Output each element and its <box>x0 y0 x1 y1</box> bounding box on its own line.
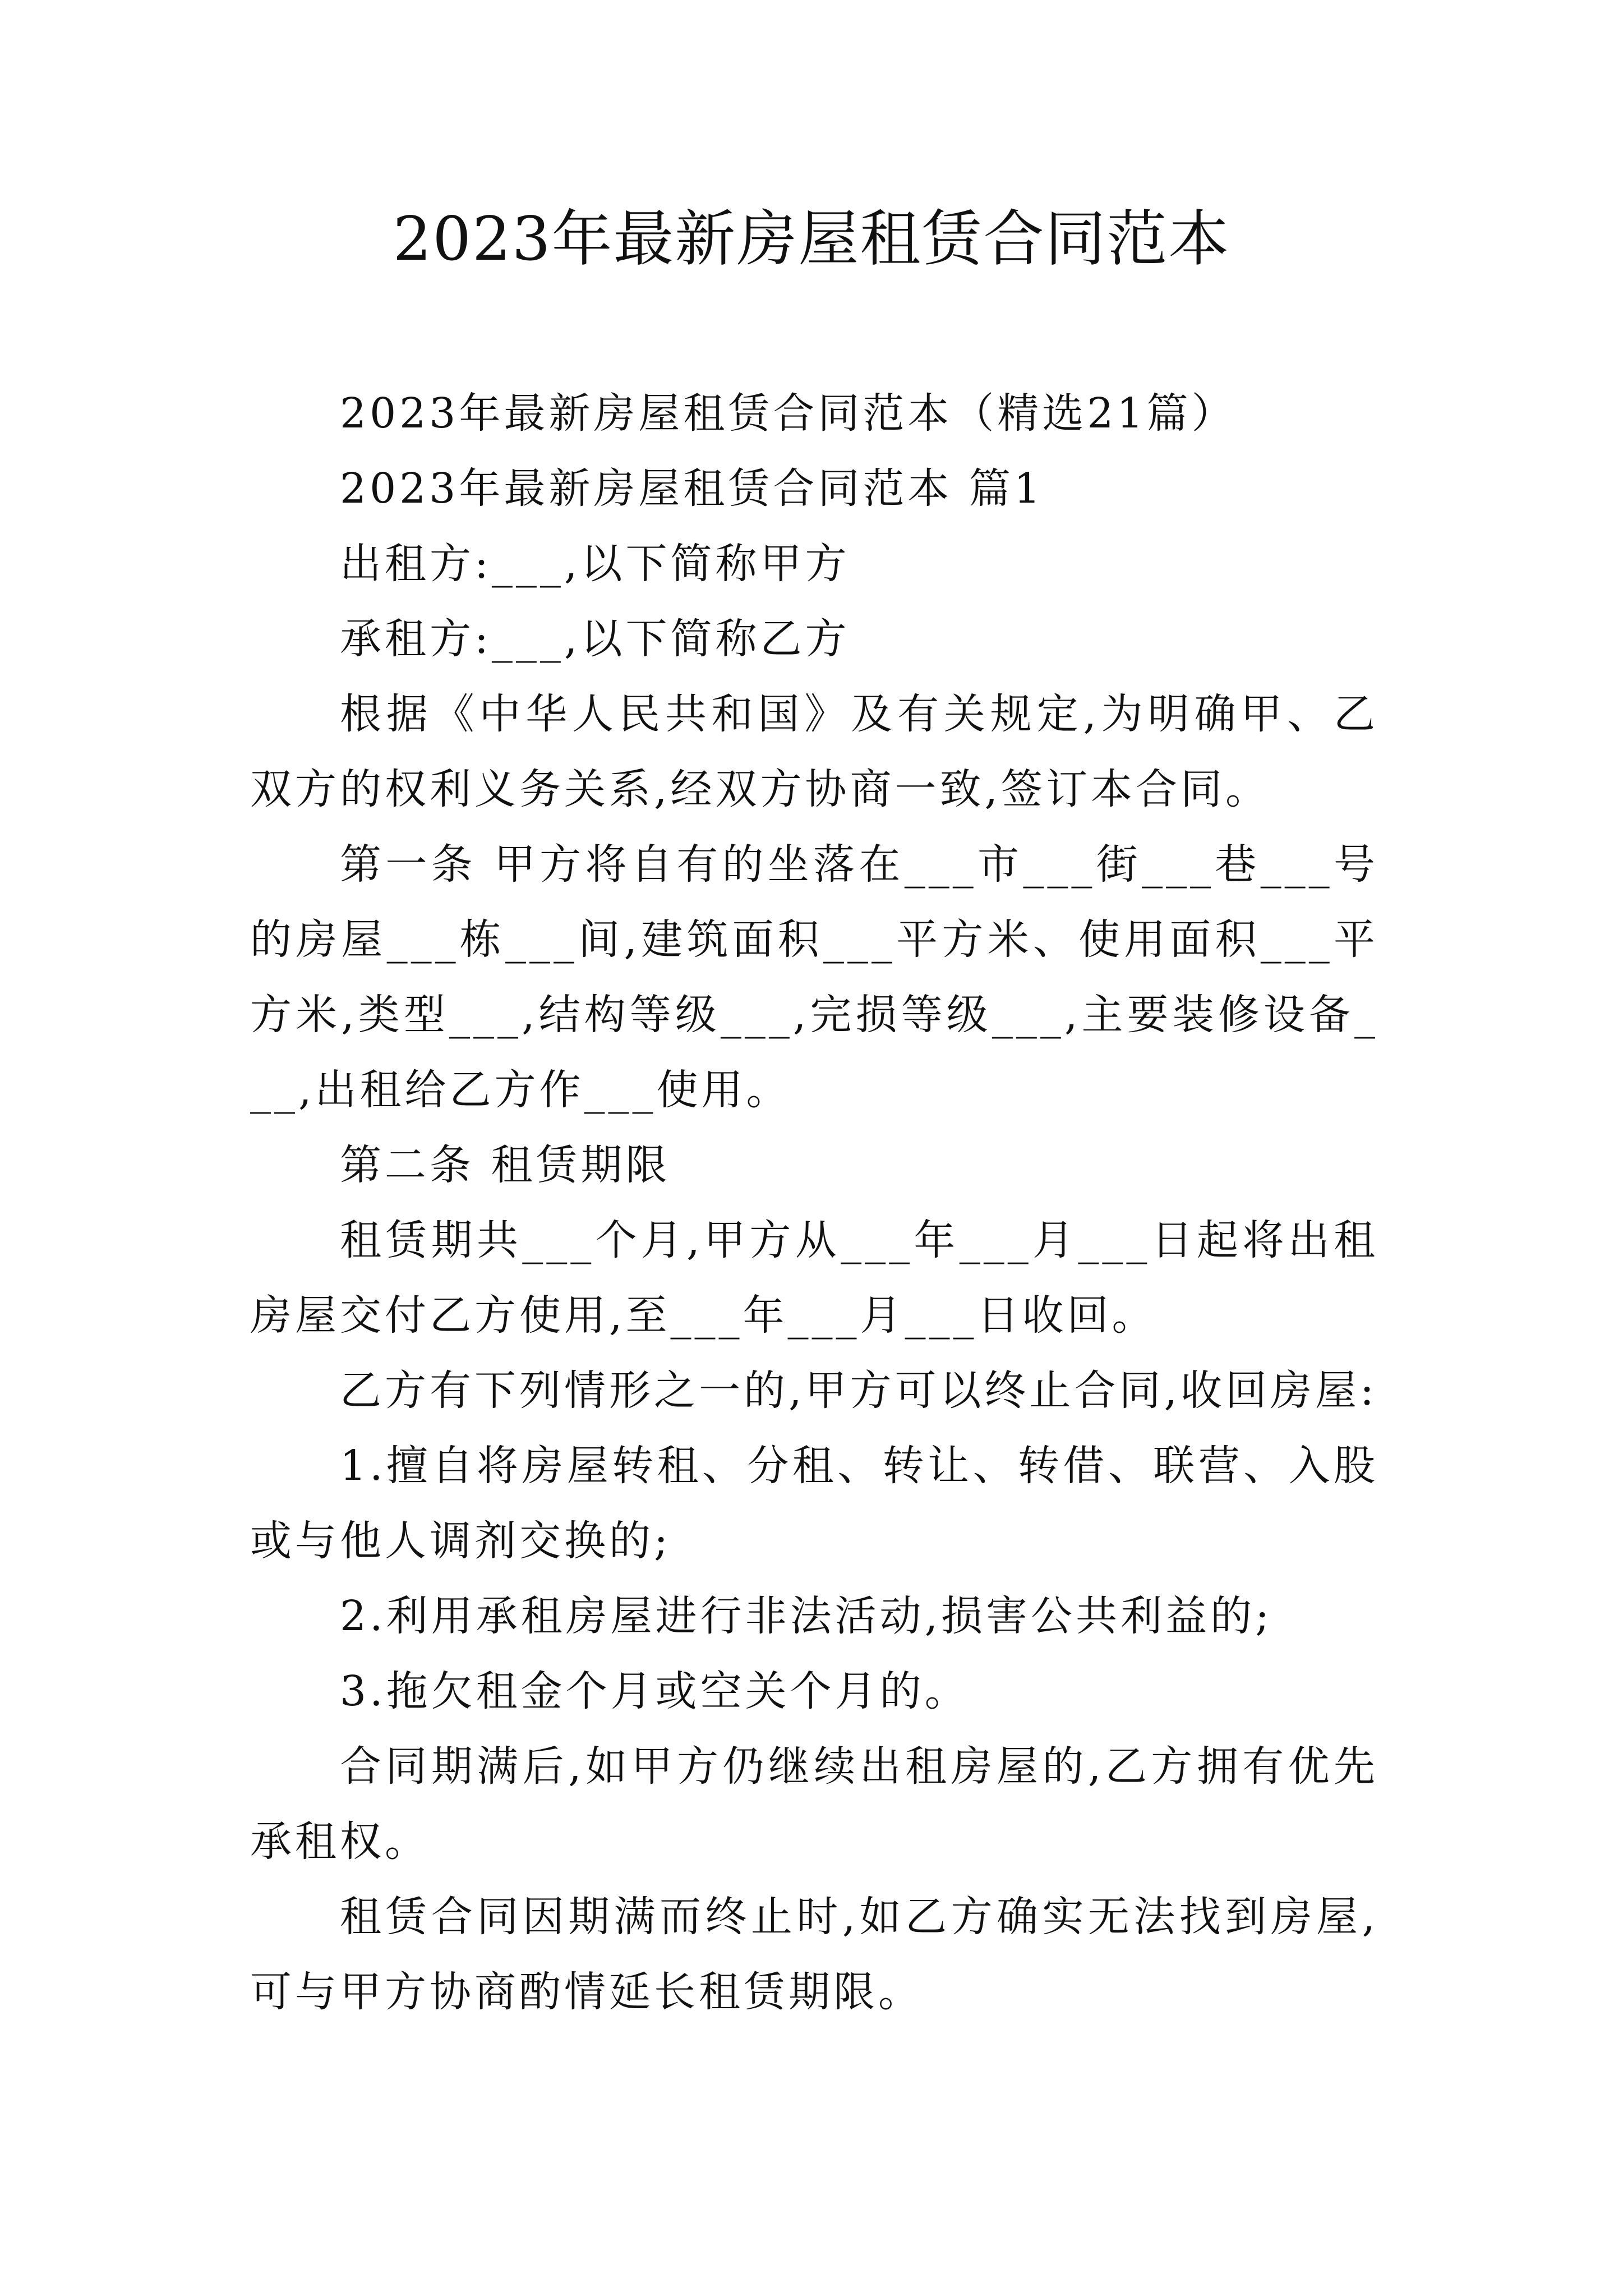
paragraph-lessor: 出租方:___,以下简称甲方 <box>340 540 850 588</box>
paragraph-termination-item-3: 3.拖欠租金个月或空关个月的。 <box>340 1667 970 1715</box>
paragraph-subtitle: 2023年最新房屋租赁合同范本（精选21篇） <box>340 389 1237 438</box>
paragraph-termination-item-2: 2.利用承租房屋进行非法活动,损害公共利益的; <box>340 1592 1273 1640</box>
paragraph-lessee: 承租方:___,以下简称乙方 <box>340 615 850 663</box>
paragraph-section-heading: 2023年最新房屋租赁合同范本 篇1 <box>340 464 1044 513</box>
paragraph-article-1: 第一条 甲方将自有的坐落在___市___街___巷___号的房屋___栋___间,建筑面积___平方米、使用面积___平方米,类型___,结构等级___,完损等级___,主要装修设备___,出租给乙方作___使用。 <box>250 840 1378 1114</box>
paragraph-priority-right: 合同期满后,如甲方仍继续出租房屋的,乙方拥有优先承租权。 <box>250 1742 1378 1866</box>
paragraph-extension: 租赁合同因期满而终止时,如乙方确实无法找到房屋,可与甲方协商酌情延长租赁期限。 <box>250 1893 1378 2016</box>
paragraph-article-2-heading: 第二条 租赁期限 <box>340 1141 671 1189</box>
paragraph-lease-term: 租赁期共___个月,甲方从___年___月___日起将出租房屋交付乙方使用,至___年___月___日收回。 <box>250 1216 1378 1340</box>
paragraph-termination-item-1: 1.擅自将房屋转租、分租、转让、转借、联营、入股或与他人调剂交换的; <box>250 1442 1378 1565</box>
document-title: 2023年最新房屋租赁合同范本 <box>393 204 1230 274</box>
paragraph-preamble: 根据《中华人民共和国》及有关规定,为明确甲、乙双方的权利义务关系,经双方协商一致,签订本合同。 <box>250 690 1378 813</box>
paragraph-termination-intro: 乙方有下列情形之一的,甲方可以终止合同,收回房屋: <box>340 1366 1377 1415</box>
document-body <box>250 376 1378 2030</box>
